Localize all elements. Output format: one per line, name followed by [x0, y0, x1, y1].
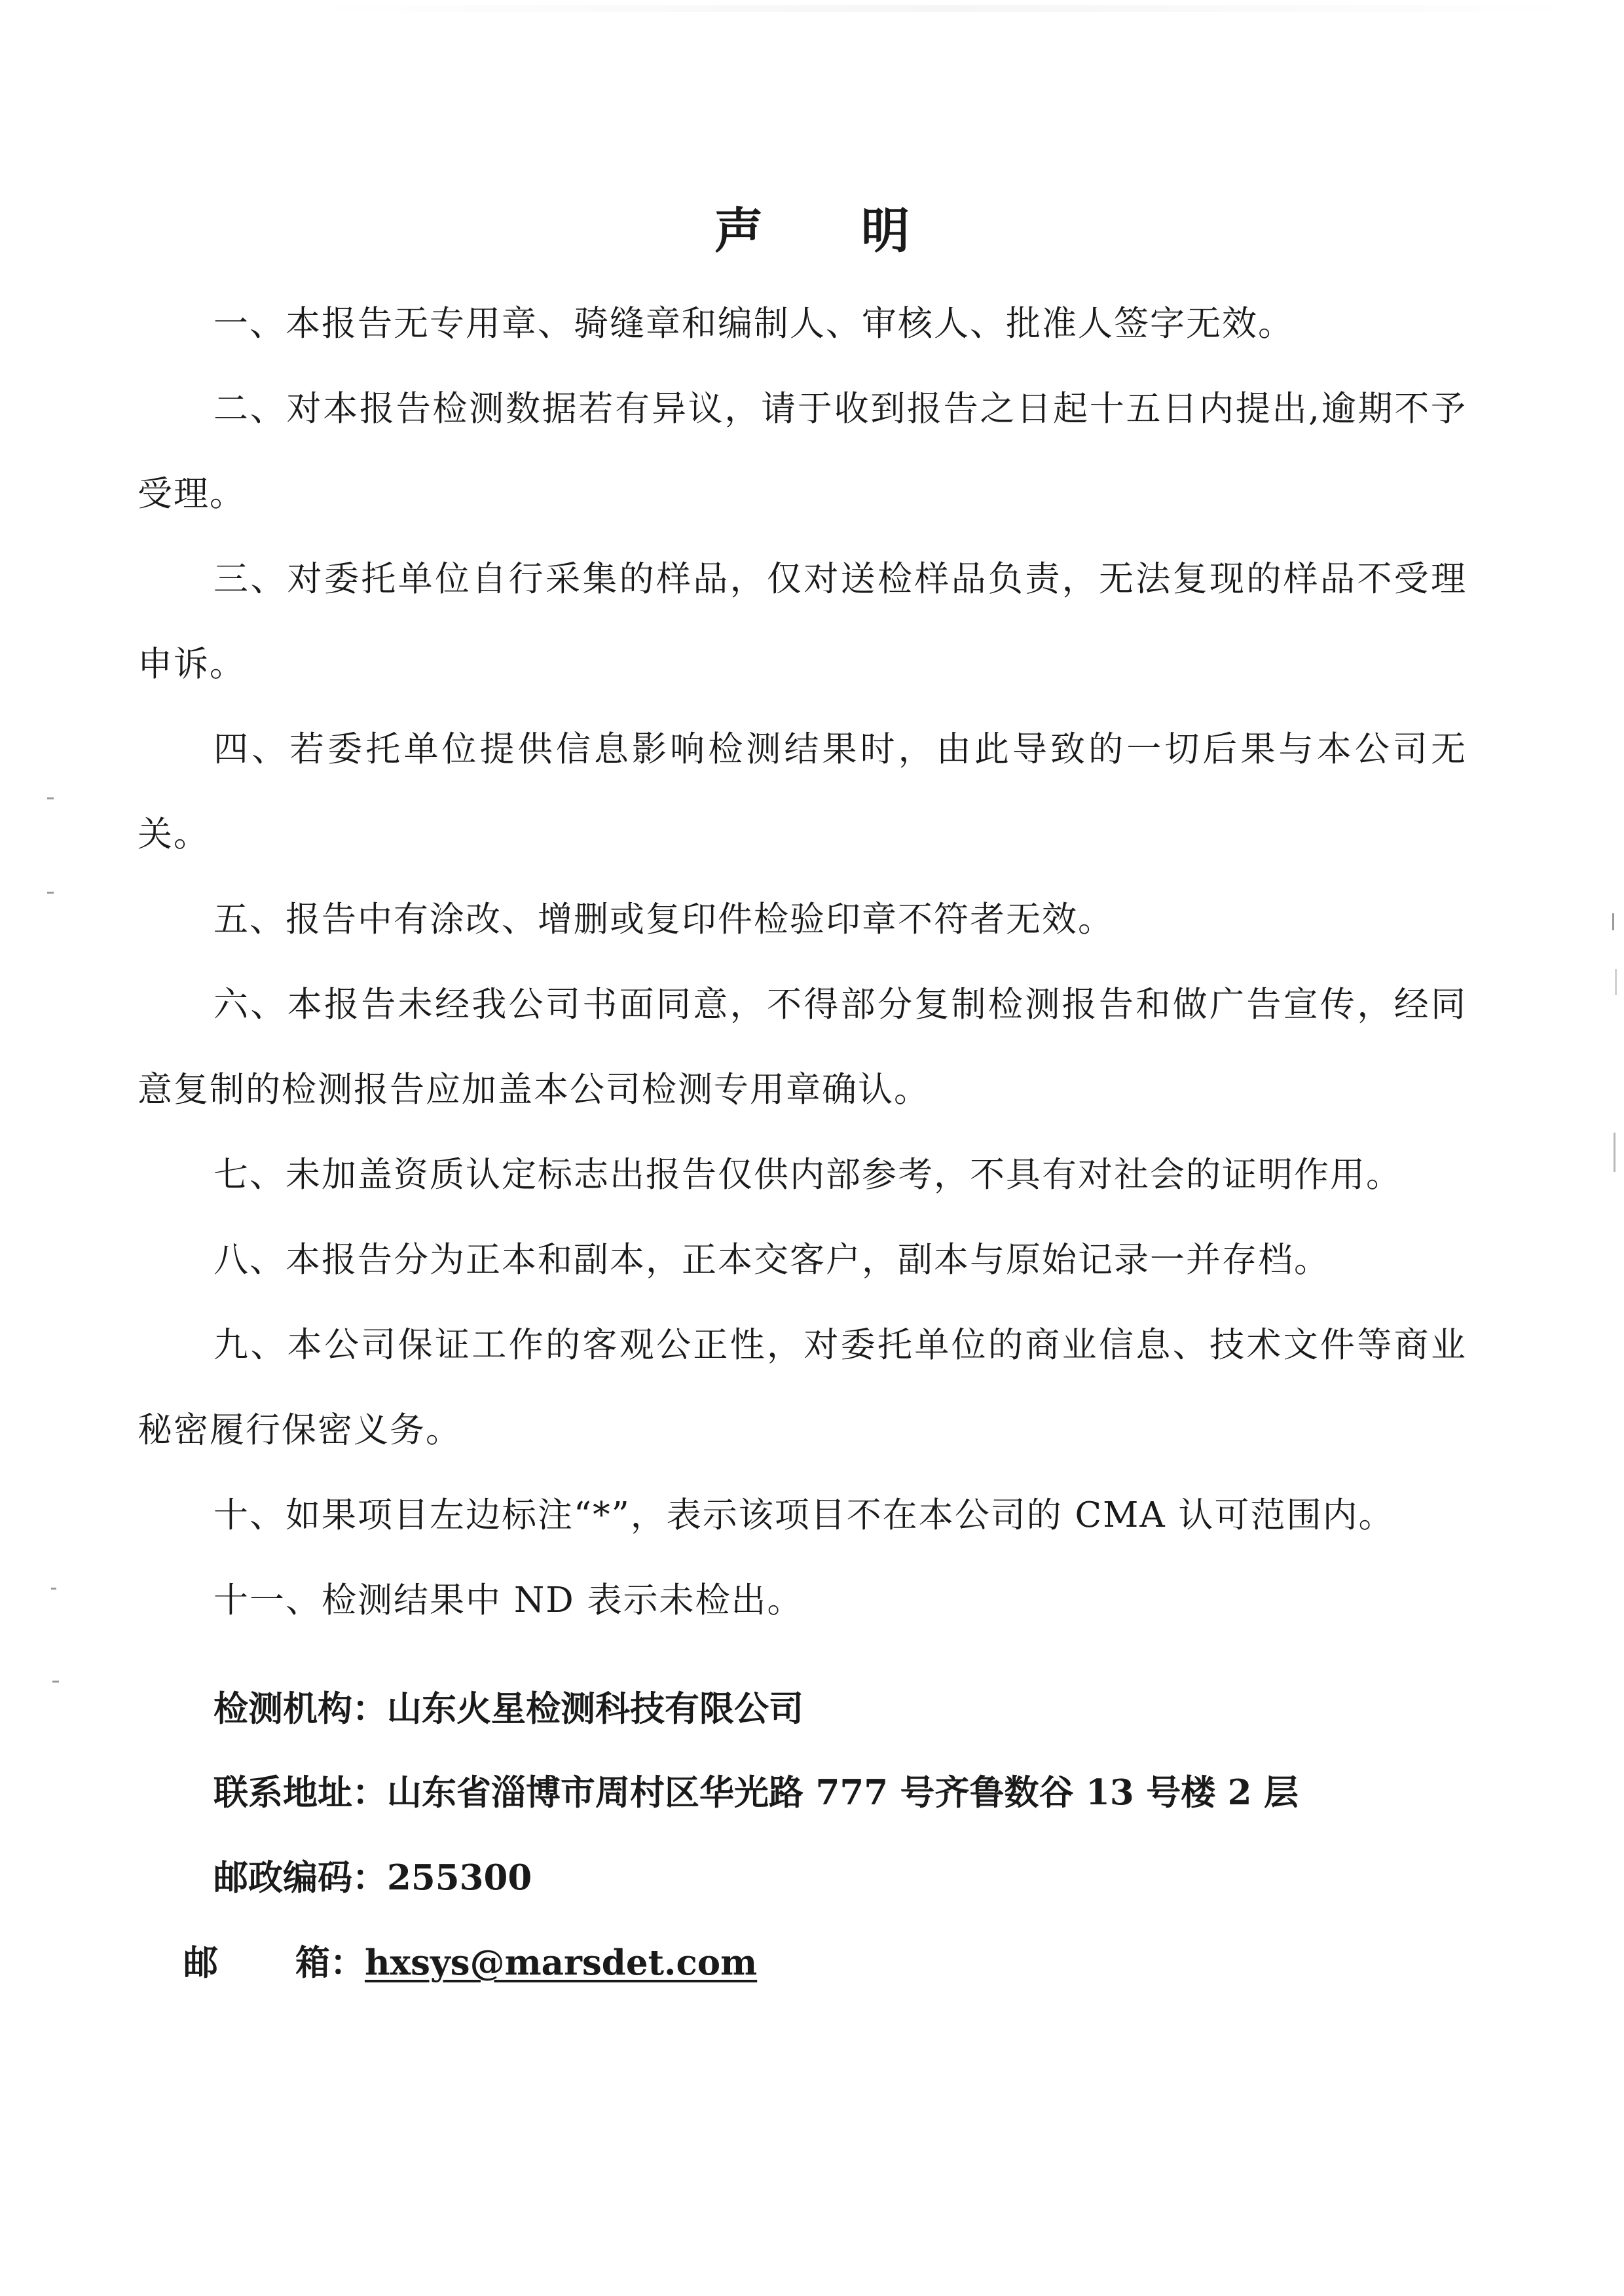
clause-item: 五、报告中有涂改、增删或复印件检验印章不符者无效。 [213, 900, 1114, 939]
scan-mark [1615, 969, 1617, 995]
clause-list [138, 282, 1467, 1643]
zip-row [213, 1851, 532, 1904]
clause-item: 六、本报告未经我公司书面同意，不得部分复制检测报告和做广告宣传，经同意复制的检测报告应加盖本公司检测专用章确认。 [138, 985, 1467, 1110]
clause-item: 八、本报告分为正本和副本，正本交客户，副本与原始记录一并存档。 [213, 1240, 1330, 1280]
scan-mark [47, 797, 54, 799]
scan-mark [52, 1681, 59, 1683]
zip-value: 255300 [387, 1857, 532, 1898]
email-label-second: 箱： [295, 1942, 365, 1983]
clause-item: 二、对本报告检测数据若有异议，请于收到报告之日起十五日内提出,逾期不予受理。 [138, 389, 1467, 514]
address-label: 联系地址： [213, 1772, 387, 1813]
clause-item: 十、如果项目左边标注“*”，表示该项目不在本公司的 CMA 认可范围内。 [213, 1495, 1395, 1535]
email-label-first: 邮 [183, 1942, 295, 1983]
clause-item: 十一、检测结果中 ND 表示未检出。 [213, 1580, 803, 1620]
clause-item: 九、本公司保证工作的客观公正性，对委托单位的商业信息、技术文件等商业秘密履行保密义务。 [138, 1325, 1467, 1450]
email-link[interactable]: hxsys@marsdet.com [365, 1942, 758, 1983]
clause-item: 三、对委托单位自行采集的样品，仅对送检样品负责，无法复现的样品不受理申诉。 [138, 559, 1467, 684]
zip-label: 邮政编码： [213, 1857, 387, 1898]
clause-item: 四、若委托单位提供信息影响检测结果时，由此导致的一切后果与本公司无关。 [138, 729, 1467, 854]
clause-item: 七、未加盖资质认定标志出报告仅供内部参考，不具有对社会的证明作用。 [213, 1155, 1402, 1195]
scan-mark [47, 892, 54, 894]
scan-mark [1614, 1133, 1615, 1172]
org-label: 检测机构： [213, 1688, 387, 1729]
clause-item: 一、本报告无专用章、骑缝章和编制人、审核人、批准人签字无效。 [213, 304, 1294, 344]
scan-edge-shadow [301, 5, 1585, 12]
scan-mark [1612, 913, 1614, 930]
address-value: 山东省淄博市周村区华光路 777 号齐鲁数谷 13 号楼 2 层 [387, 1772, 1299, 1813]
org-row [213, 1683, 803, 1735]
org-value: 山东火星检测科技有限公司 [387, 1688, 803, 1729]
scan-mark [51, 1588, 56, 1590]
email-row [183, 1937, 757, 1989]
address-row [213, 1766, 1299, 1819]
page-title: 声明 [714, 203, 1008, 259]
